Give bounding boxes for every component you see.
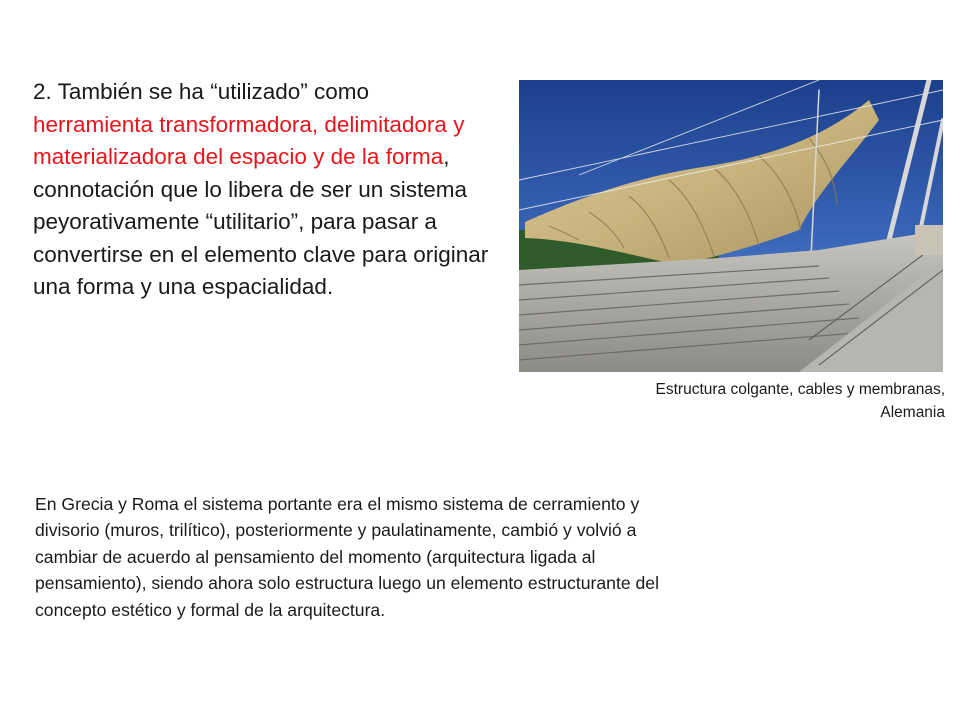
caption-line-1: Estructura colgante, cables y membranas, — [655, 381, 945, 398]
main-text-intro: 2. También se ha “utilizado” como — [33, 79, 370, 104]
paragraph-line: divisorio (muros, trilítico), posteriormente y paulatinamente, cambió y volvió a — [35, 520, 637, 541]
paragraph-line: concepto estético y formal de la arquitectura. — [35, 599, 386, 620]
image-caption — [505, 378, 945, 424]
paragraph-line: En Grecia y Roma el sistema portante era el mismo sistema de cerramiento y — [35, 494, 640, 514]
paragraph-line: pensamiento), siendo ahora solo estructura luego un elemento estructurante del — [35, 573, 659, 594]
caption-line-2: Alemania — [880, 404, 945, 421]
body-paragraph — [35, 491, 905, 623]
paragraph-line: cambiar de acuerdo al pensamiento del momento (arquitectura ligada al — [35, 546, 596, 567]
roof-building — [915, 225, 943, 255]
stadium-canopy-photo — [519, 80, 943, 372]
main-text-rest: , connotación que lo libera de ser un sistema peyorativamente “utilitario”, para pasar a convertirse en el elemento clave para originar una forma y una espacialidad. — [33, 144, 489, 299]
main-text-highlight: herramienta transformadora, delimitadora y materializadora del espacio y de la forma — [33, 111, 465, 169]
main-text — [33, 76, 493, 304]
